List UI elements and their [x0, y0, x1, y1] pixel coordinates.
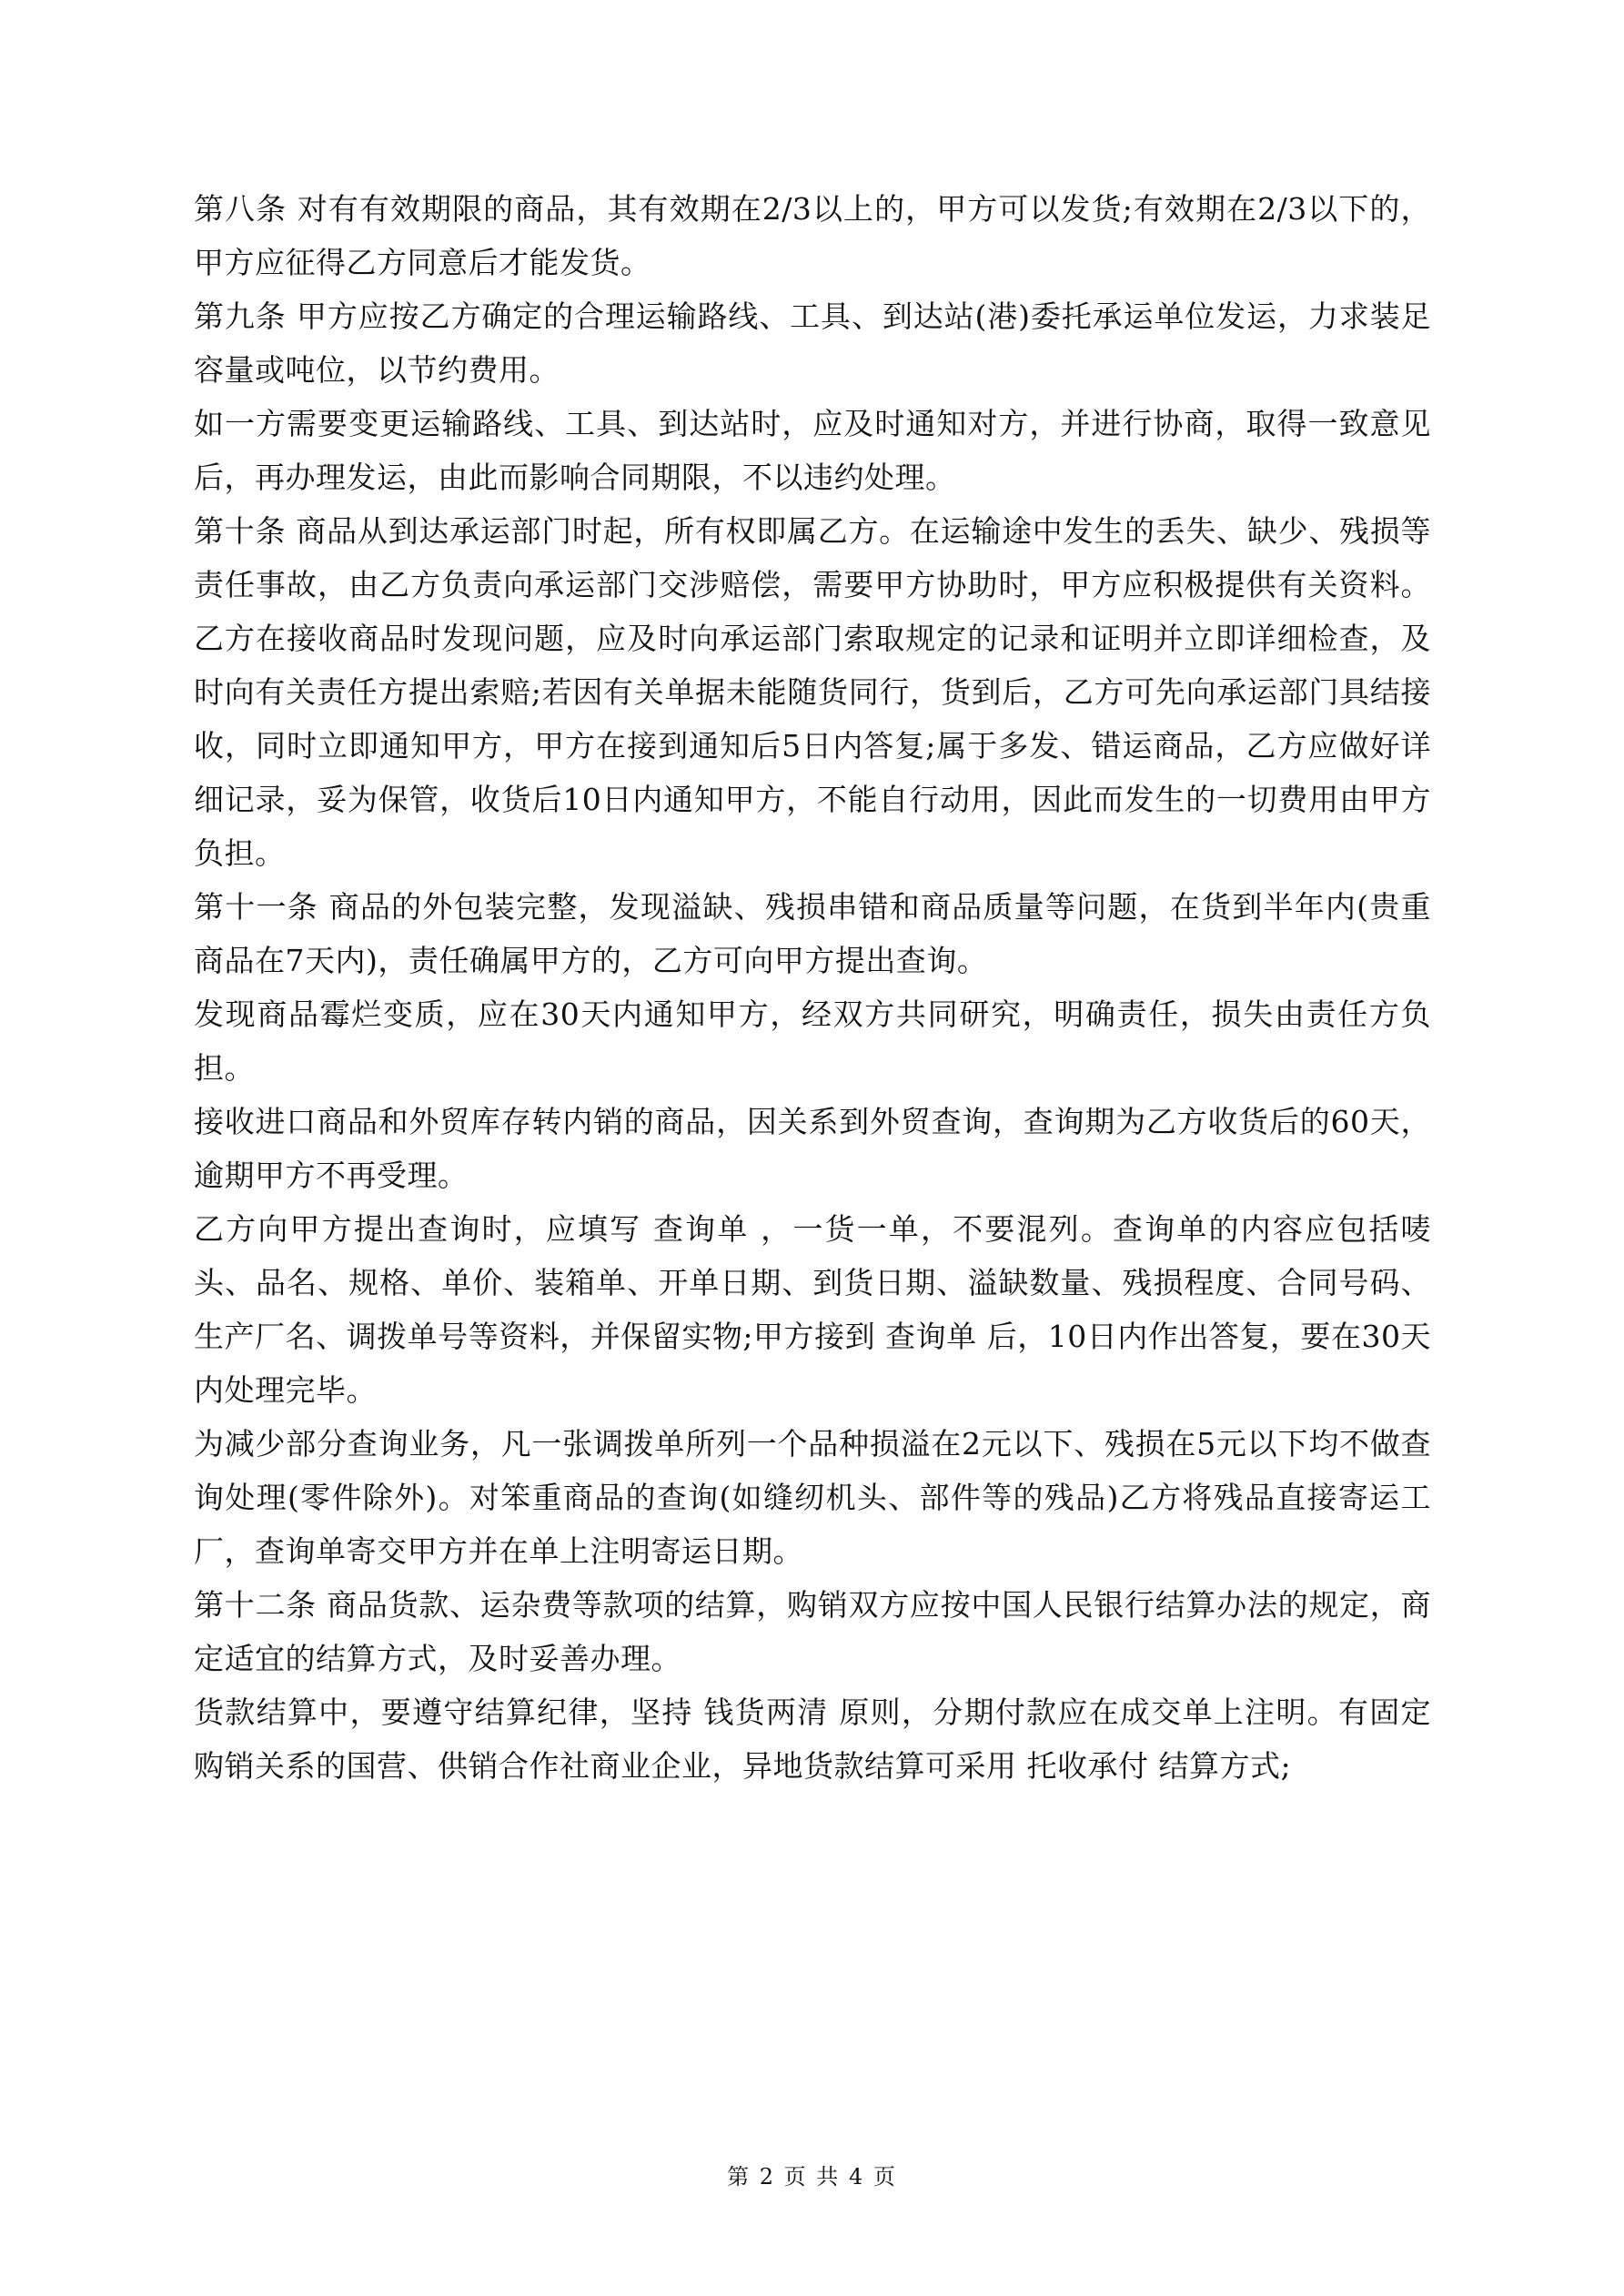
- paragraph-payment-settlement: 货款结算中，要遵守结算纪律，坚持 钱货两清 原则，分期付款应在成交单上注明。有固定购销关系的国营、供销合作社商业企业，异地货款结算可采用 托收承付 结算方式;: [194, 1694, 1431, 1784]
- paragraph-imported-goods: 接收进口商品和外贸库存转内销的商品，因关系到外贸查询，查询期为乙方收货后的60天，逾期甲方不再受理。: [194, 1104, 1431, 1193]
- paragraph-spoilage: 发现商品霉烂变质，应在30天内通知甲方，经双方共同研究，明确责任，损失由责任方负担。: [194, 996, 1431, 1086]
- paragraph-article-10: 第十条 商品从到达承运部门时起，所有权即属乙方。在运输途中发生的丢失、缺少、残损等责任事故，由乙方负责向承运部门交涉赔偿，需要甲方协助时，甲方应积极提供有关资料。乙方在接收商品时发现问题，应及时向承运部门索取规定的记录和证明并立即详细检查，及时向有关责任方提出索赔;若因有关单据未能随货同行，货到后，乙方可先向承运部门具结接收，同时立即通知甲方，甲方在接到通知后5日内答复;属于多发、错运商品，乙方应做好详细记录，妥为保管，收货后10日内通知甲方，不能自行动用，因此而发生的一切费用由甲方负担。: [194, 513, 1431, 871]
- paragraph-article-12: 第十二条 商品货款、运杂费等款项的结算，购销双方应按中国人民银行结算办法的规定，商定适宜的结算方式，及时妥善办理。: [194, 1587, 1431, 1676]
- paragraph-route-change: 如一方需要变更运输路线、工具、到达站时，应及时通知对方，并进行协商，取得一致意见后，再办理发运，由此而影响合同期限，不以违约处理。: [194, 406, 1431, 495]
- paragraph-article-11: 第十一条 商品的外包装完整，发现溢缺、残损串错和商品质量等问题，在货到半年内(贵重商品在7天内)，责任确属甲方的，乙方可向甲方提出查询。: [194, 889, 1431, 978]
- paragraph-inquiry-form: 乙方向甲方提出查询时，应填写 查询单 ，一货一单，不要混列。查询单的内容应包括唛头、品名、规格、单价、装箱单、开单日期、到货日期、溢缺数量、残损程度、合同号码、生产厂名、调拨单号等资料，并保留实物;甲方接到 查询单 后，10日内作出答复，要在30天内处理完毕。: [194, 1211, 1431, 1408]
- paragraph-article-9: 第九条 甲方应按乙方确定的合理运输路线、工具、到达站(港)委托承运单位发运，力求装足容量或吨位，以节约费用。: [194, 298, 1431, 388]
- paragraph-article-8: 第八条 对有有效期限的商品，其有效期在2/3以上的，甲方可以发货;有效期在2/3以下的，甲方应征得乙方同意后才能发货。: [194, 191, 1431, 280]
- document-body: [194, 182, 1431, 1793]
- page-number-footer: 第 2 页 共 4 页: [727, 2164, 897, 2190]
- paragraph-inquiry-reduction: 为减少部分查询业务，凡一张调拨单所列一个品种损溢在2元以下、残损在5元以下均不做查询处理(零件除外)。对笨重商品的查询(如缝纫机头、部件等的残品)乙方将残品直接寄运工厂，查询单寄交甲方并在单上注明寄运日期。: [194, 1426, 1431, 1569]
